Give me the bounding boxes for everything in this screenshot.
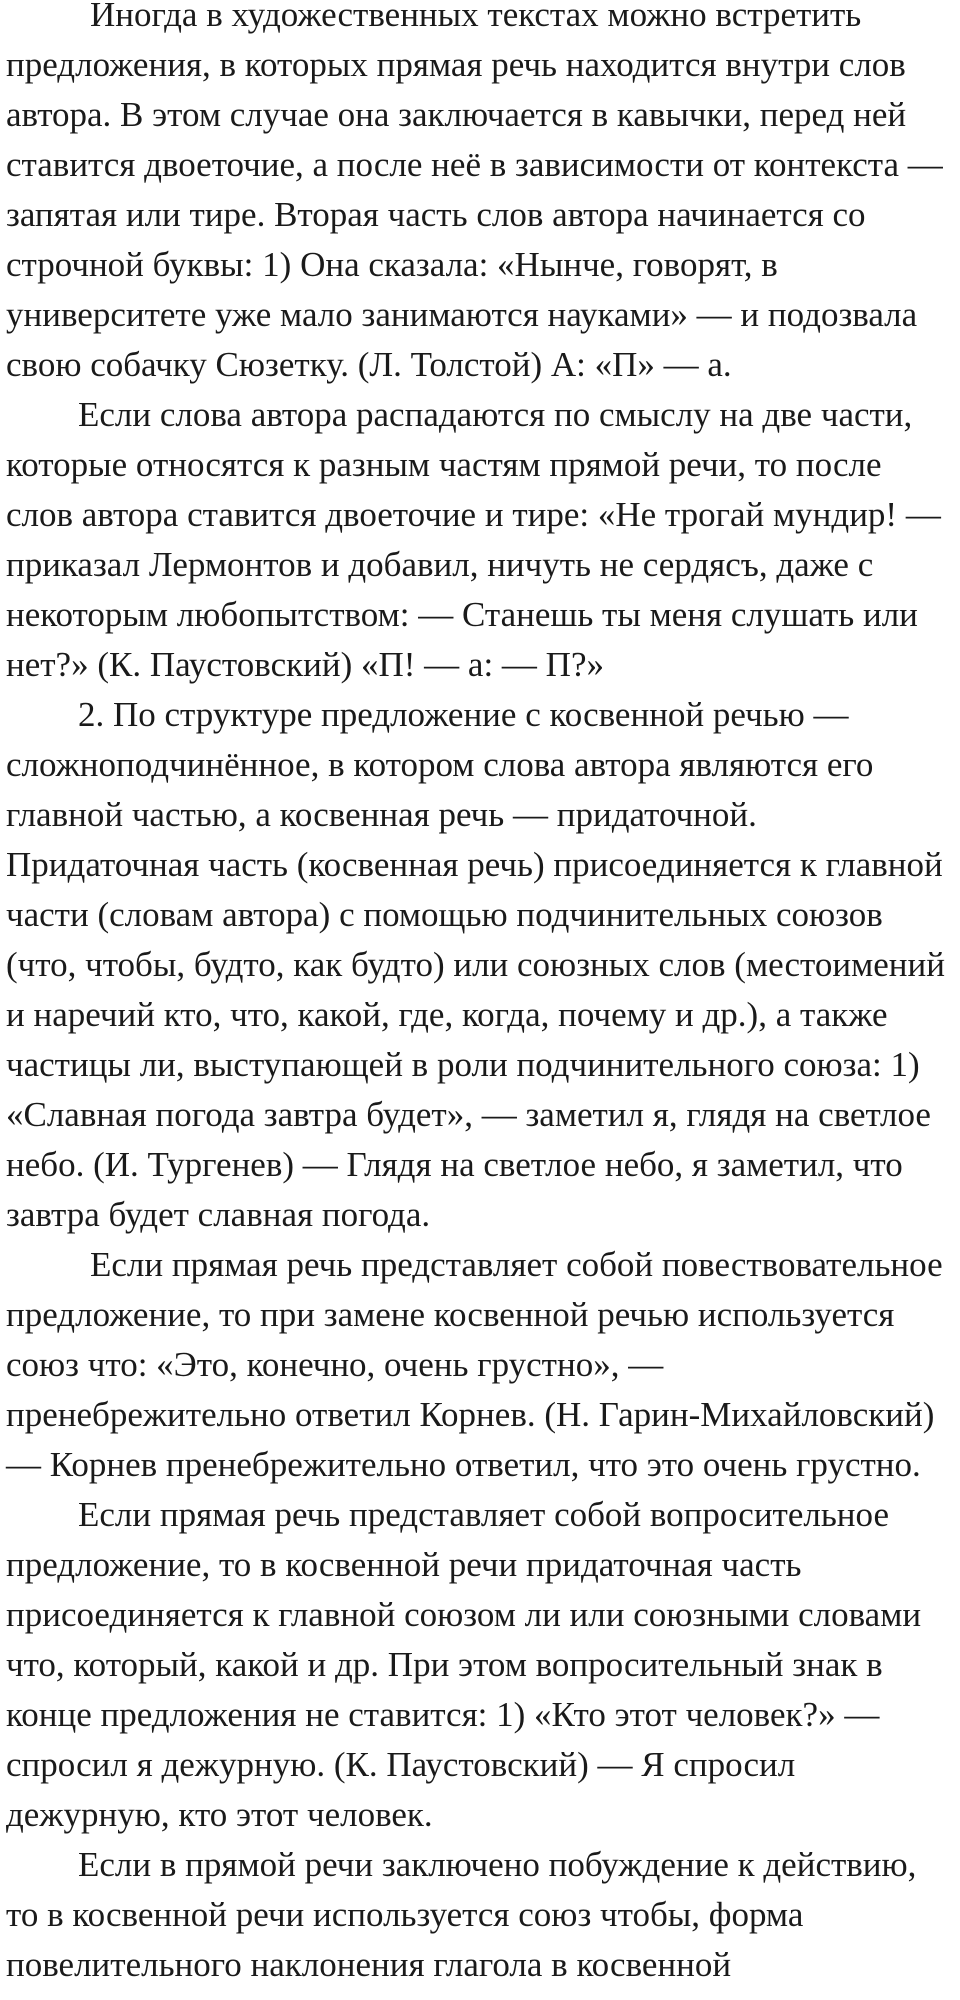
paragraph-inserted-direct-speech: Иногда в художественных текстах можно встретить предложения, в которых прямая речь находится внутри слов автора. В этом случае она заключается в кавычки, перед ней ставится двоеточие, а после неё в зависимости от контекста — запятая или тире. Вторая часть слов автора начинается со строчной буквы: 1) Она сказала: «Нынче, говорят, в университете уже мало занимаются науками» — и подозвала свою собачку Сюзетку. (Л. Толстой) А: «П» — а.	[6, 0, 943, 384]
paragraph-imperative-sentence: Если в прямой речи заключено побуждение к действию, то в косвенной речи используется союз чтобы, форма повелительного наклонения глагола в косвенной	[6, 1845, 917, 1984]
paragraph-narrative-sentence: Если прямая речь представляет собой повествовательное предложение, то при замене косвенной речью используется союз что: «Это, конечно, очень грустно», — пренебрежительно ответил Корнев. (Н. Гарин-Михайловский) — Корнев пренебрежительно ответил, что это очень грустно.	[6, 1245, 943, 1484]
paragraph-interrogative-sentence: Если прямая речь представляет собой вопросительное предложение, то в косвенной речи придаточная часть присоединяется к главной союзом ли или союзными словами что, который, какой и др. При этом вопросительный знак в конце предложения не ставится: 1) «Кто этот человек?» — спросил я дежурную. (К. Паустовский) — Я спросил дежурную, кто этот человек.	[6, 1495, 922, 1834]
paragraph-indirect-speech-structure: 2. По структуре предложение с косвенной речью — сложноподчинённое, в котором слова автора являются его главной частью, а косвенная речь — придаточной. Придаточная часть (косвенная речь) присоединяется к главной части (словам автора) с помощью подчинительных союзов (что, чтобы, будто, как будто) или союзных слов (местоимений и наречий кто, что, какой, где, когда, почему и др.), а также частицы ли, выступающей в роли подчинительного союза: 1) «Славная погода завтра будет», — заметил я, глядя на светлое небо. (И. Тургенев) — Глядя на светлое небо, я заметил, что завтра будет славная погода.	[6, 695, 945, 1234]
paragraph-two-part-author-words: Если слова автора распадаются по смыслу на две части, которые относятся к разным частям прямой речи, то после слов автора ставится двоеточие и тире: «Не трогай мундир! — приказал Лермонтов и добавил, ничуть не сердясъ, даже с некоторым любопытством: — Станешь ты меня слушать или нет?» (К. Паустовский) «П! — а: — П?»	[6, 395, 941, 684]
